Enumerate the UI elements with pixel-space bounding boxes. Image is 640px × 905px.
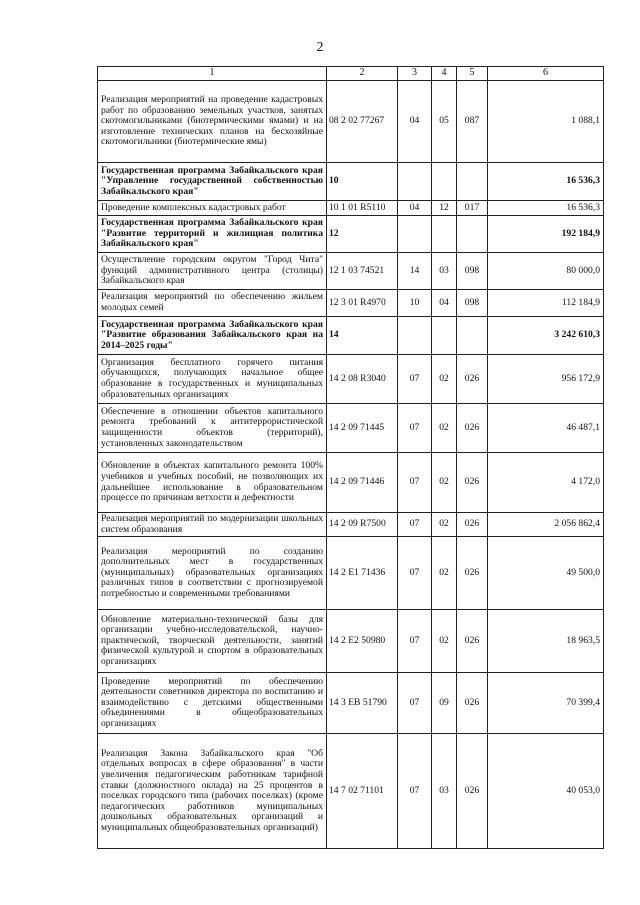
page-number: 2 [316,40,324,55]
row-code: 14 2 09 R7500 [327,513,398,537]
row-department-code: 087 [457,81,488,163]
row-description: Реализация мероприятий по обеспечению жильем молодых семей [98,290,327,317]
table-row [98,290,604,317]
row-subsection: 02 [432,355,457,404]
row-section: 07 [398,355,432,404]
row-subsection [432,317,457,355]
row-code: 12 [327,216,398,253]
row-amount: 2 056 862,4 [488,513,604,537]
row-description: Государственная программа Забайкальского края "Управление государственной собственностью Забайкальского края" [98,163,327,201]
row-department-code: 026 [457,734,488,849]
row-amount: 956 172,9 [488,355,604,404]
row-department-code: 026 [457,610,488,673]
row-code: 08 2 02 77267 [327,81,398,163]
table-row [98,81,604,163]
row-section: 07 [398,537,432,610]
row-description: Обновление в объектах капитального ремонта 100% учебников и учебных пособий, не позволяющих их дальнейшее использование в образовательном процессе по причинам ветхости и дефектности [98,453,327,513]
row-department-code: 026 [457,673,488,734]
row-section: 07 [398,673,432,734]
column-header: 1 [98,67,327,81]
row-code: 14 2 E1 71436 [327,537,398,610]
row-description: Государственная программа Забайкальского края "Развитие территорий и жилищная политика Забайкальского края" [98,216,327,253]
row-amount: 16 536,3 [488,201,604,216]
row-department-code [457,163,488,201]
row-section: 07 [398,404,432,453]
budget-table [97,66,604,849]
row-section [398,317,432,355]
row-amount: 49 500,0 [488,537,604,610]
row-code: 14 7 02 71101 [327,734,398,849]
row-subsection: 02 [432,537,457,610]
row-amount: 4 172,0 [488,453,604,513]
row-department-code: 017 [457,201,488,216]
row-code: 10 1 01 R5110 [327,201,398,216]
row-department-code: 026 [457,537,488,610]
column-header: 2 [327,67,398,81]
row-subsection: 09 [432,673,457,734]
row-amount: 40 053,0 [488,734,604,849]
row-code: 14 2 08 R3040 [327,355,398,404]
column-header: 3 [398,67,432,81]
row-amount: 70 399,4 [488,673,604,734]
row-amount: 3 242 610,3 [488,317,604,355]
table-row [98,734,604,849]
row-code: 14 2 E2 50980 [327,610,398,673]
row-subsection: 02 [432,404,457,453]
row-subsection: 03 [432,734,457,849]
row-section: 04 [398,201,432,216]
row-department-code: 026 [457,404,488,453]
row-description: Реализация Закона Забайкальского края "Об отдельных вопросах в сфере образования" в части увеличения педагогическим работникам тарифной ставки (должностного оклада) на 25 процентов в поселках городского типа (рабочих поселках) (кроме педагогических работников муниципальных дошкольных образовательных организаций и муниципальных общеобразовательных организаций) [98,734,327,849]
row-description: Проведение комплексных кадастровых работ [98,201,327,216]
row-code: 12 1 03 74521 [327,253,398,290]
row-description: Обеспечение в отношении объектов капитального ремонта требований к антитеррористической защищенности объектов (территорий), установленных законодательством [98,404,327,453]
row-subsection: 04 [432,290,457,317]
row-section: 04 [398,81,432,163]
row-code: 14 [327,317,398,355]
row-department-code [457,317,488,355]
program-row [98,216,604,253]
row-amount: 1 088,1 [488,81,604,163]
row-code: 14 2 09 71446 [327,453,398,513]
row-subsection [432,163,457,201]
row-amount: 18 963,5 [488,610,604,673]
row-description: Государственная программа Забайкальского края "Развитие образования Забайкальского края на 2014–2025 годы" [98,317,327,355]
table-row [98,673,604,734]
row-section: 07 [398,513,432,537]
table-row [98,610,604,673]
column-header: 6 [488,67,604,81]
row-department-code: 026 [457,513,488,537]
row-description: Реализация мероприятий по созданию дополнительных мест в государственных (муниципальных) образовательных организациях различных типов в соответствии с прогнозируемой потребностью и современными требованиями [98,537,327,610]
row-section [398,163,432,201]
row-amount: 192 184,9 [488,216,604,253]
table-row [98,404,604,453]
table-header-row [98,67,604,81]
row-description: Осуществление городским округом "Город Чита" функций административного центра (столицы) Забайкальского края [98,253,327,290]
row-department-code: 026 [457,453,488,513]
row-description: Реализация мероприятий на проведение кадастровых работ по образованию земельных участков, занятых скотомогильниками (биотермическими ямами) и на изготовление технических планов на бесхозяйные скотомогильники (биотермические ямы) [98,81,327,163]
row-section [398,216,432,253]
table-row [98,355,604,404]
row-department-code [457,216,488,253]
table-row [98,201,604,216]
row-section: 14 [398,253,432,290]
row-code: 14 3 EB 51790 [327,673,398,734]
column-header: 5 [457,67,488,81]
row-section: 10 [398,290,432,317]
row-description: Проведение мероприятий по обеспечению деятельности советников директора по воспитанию и взаимодействию с детскими общественными объединениями в общеобразовательных организациях [98,673,327,734]
row-amount: 46 487,1 [488,404,604,453]
row-subsection: 05 [432,81,457,163]
row-subsection: 12 [432,201,457,216]
row-section: 07 [398,453,432,513]
row-subsection: 02 [432,513,457,537]
row-amount: 80 000,0 [488,253,604,290]
row-department-code: 098 [457,290,488,317]
row-amount: 16 536,3 [488,163,604,201]
row-subsection [432,216,457,253]
row-code: 10 [327,163,398,201]
column-header: 4 [432,67,457,81]
program-row [98,317,604,355]
table-row [98,513,604,537]
row-description: Обновление материально-технической базы для организации учебно-исследовательской, научно-практической, творческой деятельности, занятий физической культурой и спортом в образовательных организациях [98,610,327,673]
table-body [98,81,604,849]
row-subsection: 02 [432,453,457,513]
row-code: 14 2 09 71445 [327,404,398,453]
row-description: Реализация мероприятий по модернизации школьных систем образования [98,513,327,537]
row-section: 07 [398,610,432,673]
row-section: 07 [398,734,432,849]
row-department-code: 098 [457,253,488,290]
program-row [98,163,604,201]
row-subsection: 02 [432,610,457,673]
table-row [98,453,604,513]
row-description: Организация бесплатного горячего питания обучающихся, получающих начальное общее образование в государственных и муниципальных образовательных организациях [98,355,327,404]
row-subsection: 03 [432,253,457,290]
row-amount: 112 184,9 [488,290,604,317]
row-department-code: 026 [457,355,488,404]
table-row [98,537,604,610]
table-row [98,253,604,290]
row-code: 12 3 01 R4970 [327,290,398,317]
